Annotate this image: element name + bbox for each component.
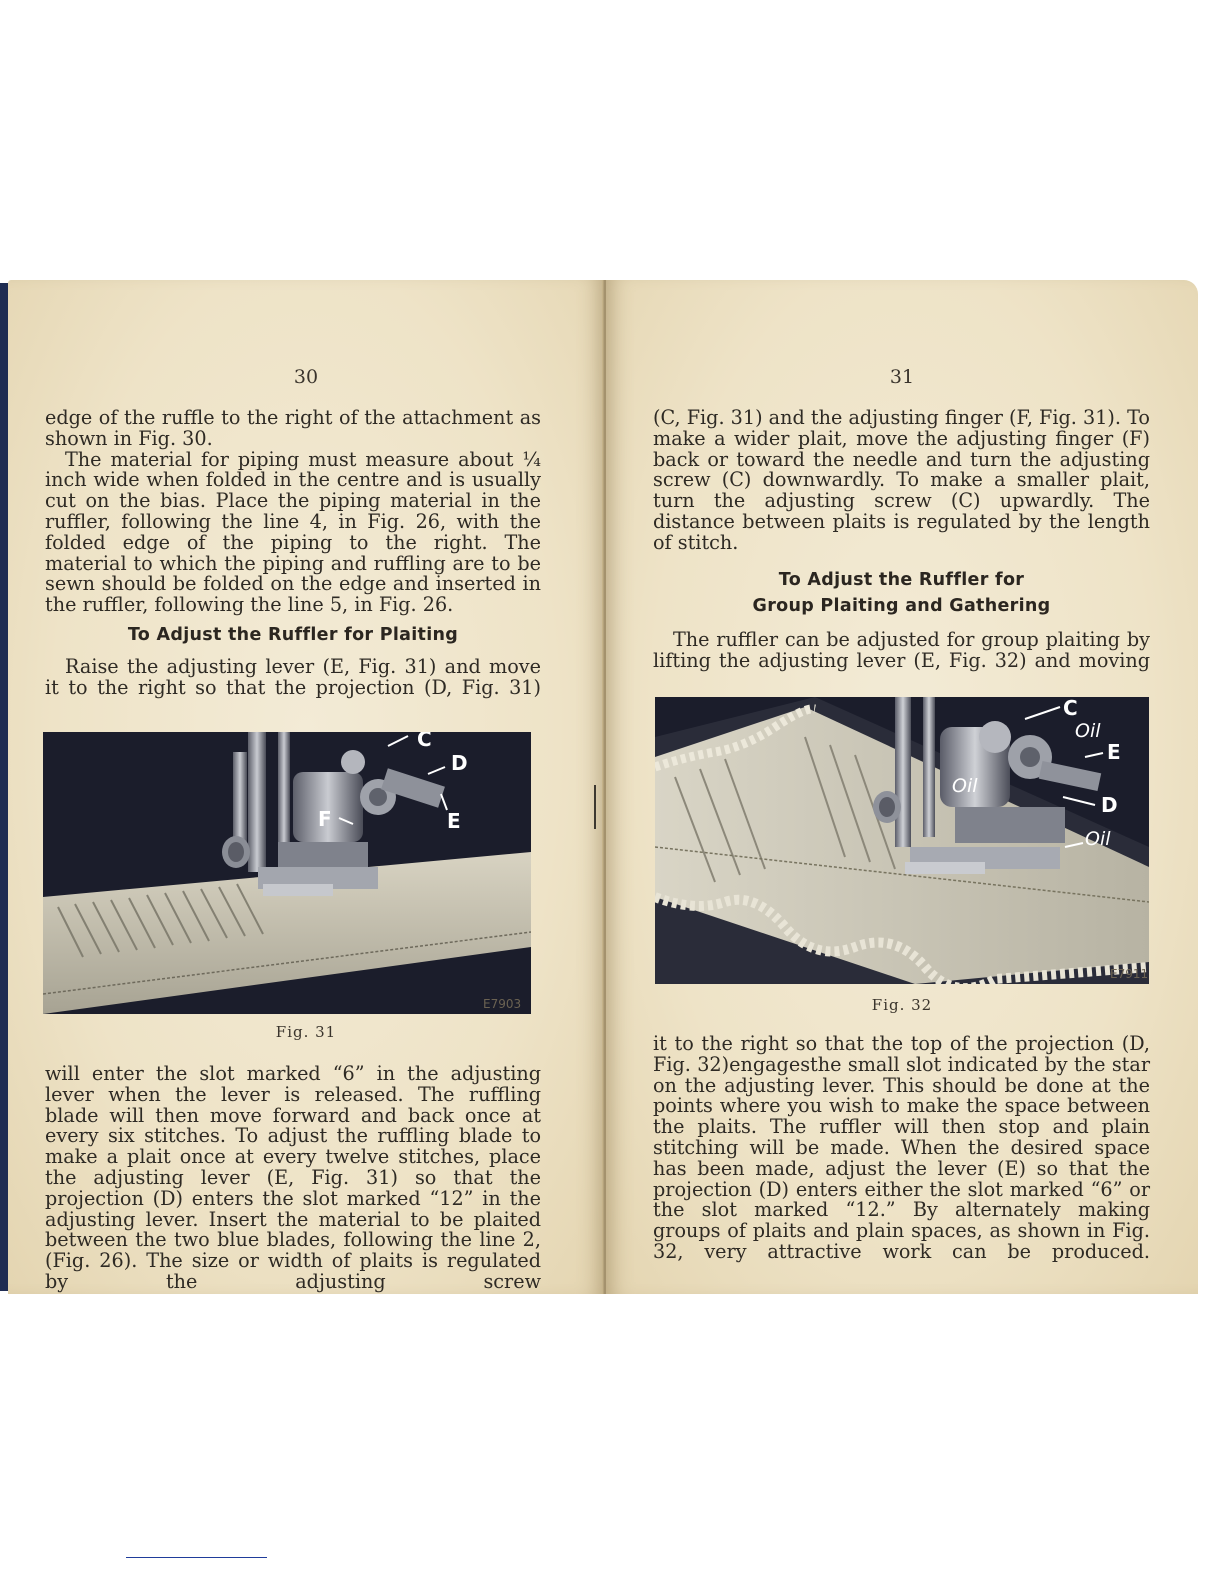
left-page: [8, 280, 604, 1294]
right-page: [606, 280, 1198, 1294]
page-number: 30: [293, 366, 319, 388]
intro-paragraph: edge of the ruffle to the right of the attachment as shown in Fig. 30.: [45, 406, 541, 450]
label-c: C: [417, 732, 432, 751]
group-paragraph-cont: it to the right so that the top of the projection (D, Fig. 32)engagesthe small slot indicated by the star on the adjusting lever. This should be done at the points where you wish to make the space between the plaits. The ruffler will then stop and plain stitching will be made. When the desired space has been made, adjust the lever (E) so that the projection (D) enters either the slot marked “6” or the slot marked “12.” By alternately making groups of plaits and plain spaces, as shown in Fig. 32, very attractive work can be produced.: [653, 1032, 1150, 1263]
figure-31-caption: Fig. 31: [275, 1023, 337, 1041]
group-intro-text: [653, 630, 1150, 672]
plaiting-intro-text: [45, 657, 541, 699]
piping-paragraph: The material for piping must measure about ¼ inch wide when folded in the centre and is usually cut on the bias. Place the piping material in the ruffler, following the line 4, in Fig. 26, with the folded edge of the piping to the right. The material to which the piping and ruffling are to be sewn should be folded on the edge and inserted in the ruffler, following the line 5, in Fig. 26.: [45, 447, 541, 617]
needle-bar: [248, 732, 266, 872]
label-f: F: [318, 807, 332, 831]
figure-32-caption: Fig. 32: [871, 996, 933, 1014]
plaiting-continued-text: [45, 1064, 541, 1293]
section-heading-line1: To Adjust the Ruffler for: [778, 570, 1025, 590]
book-spread: [0, 280, 1200, 1294]
label-oil-top: Oil: [1075, 720, 1101, 742]
section-heading-line2: Group Plaiting and Gathering: [752, 596, 1051, 616]
figure-code: E7903: [483, 997, 522, 1011]
plaiting-paragraph-cont: will enter the slot marked “6” in the adjusting lever when the lever is released. The ruffling blade will then move forward and back once at every six stitches. To adjust the ruffling blade to make a plait once at every twelve stitches, place the adjusting lever (E, Fig. 31) so that the projection (D) enters the slot marked “12” in the adjusting lever. Insert the material to be plaited between the two blue blades, following the line 2, (Fig. 26). The size or width of plaits is regulated by the adjusting screw: [45, 1062, 541, 1293]
figure-code: E7911: [1110, 967, 1149, 981]
continued-paragraph: (C, Fig. 31) and the adjusting finger (F, Fig. 31). To make a wider plait, move the adjusting finger (F) back or toward the needle and turn the adjusting screw (C) downwardly. To make a smaller plait, turn the adjusting screw (C) upwardly. The distance between plaits is regulated by the length of stitch.: [653, 406, 1150, 554]
page-number: 31: [889, 366, 915, 388]
margin-mark: [594, 785, 596, 829]
figure-32-photo: [655, 697, 1149, 984]
figure-31-photo: [43, 732, 531, 1014]
group-continued-text: [653, 1034, 1150, 1263]
label-e: E: [1107, 740, 1121, 764]
label-d: D: [451, 751, 468, 775]
footer-rule: [126, 1557, 267, 1558]
label-c: C: [1063, 697, 1078, 720]
ruffler-plaiting-illustration: [43, 732, 531, 1014]
label-e: E: [447, 809, 461, 833]
plaiting-paragraph-start: Raise the adjusting lever (E, Fig. 31) and move it to the right so that the projection (D, Fig. 31): [45, 655, 541, 699]
group-paragraph-start: The ruffler can be adjusted for group plaiting by lifting the adjusting lever (E, Fig. 32) and moving: [653, 628, 1150, 672]
right-top-text: [653, 408, 1150, 554]
label-oil-bottom: Oil: [1085, 828, 1111, 850]
label-d: D: [1101, 793, 1118, 817]
ruffler-group-plaiting-illustration: [655, 697, 1149, 984]
presser-bar: [278, 732, 290, 852]
label-oil-middle: Oil: [952, 775, 978, 797]
left-top-text: [45, 408, 541, 616]
needle-bar: [895, 697, 911, 847]
section-heading: To Adjust the Ruffler for Plaiting: [127, 625, 459, 645]
